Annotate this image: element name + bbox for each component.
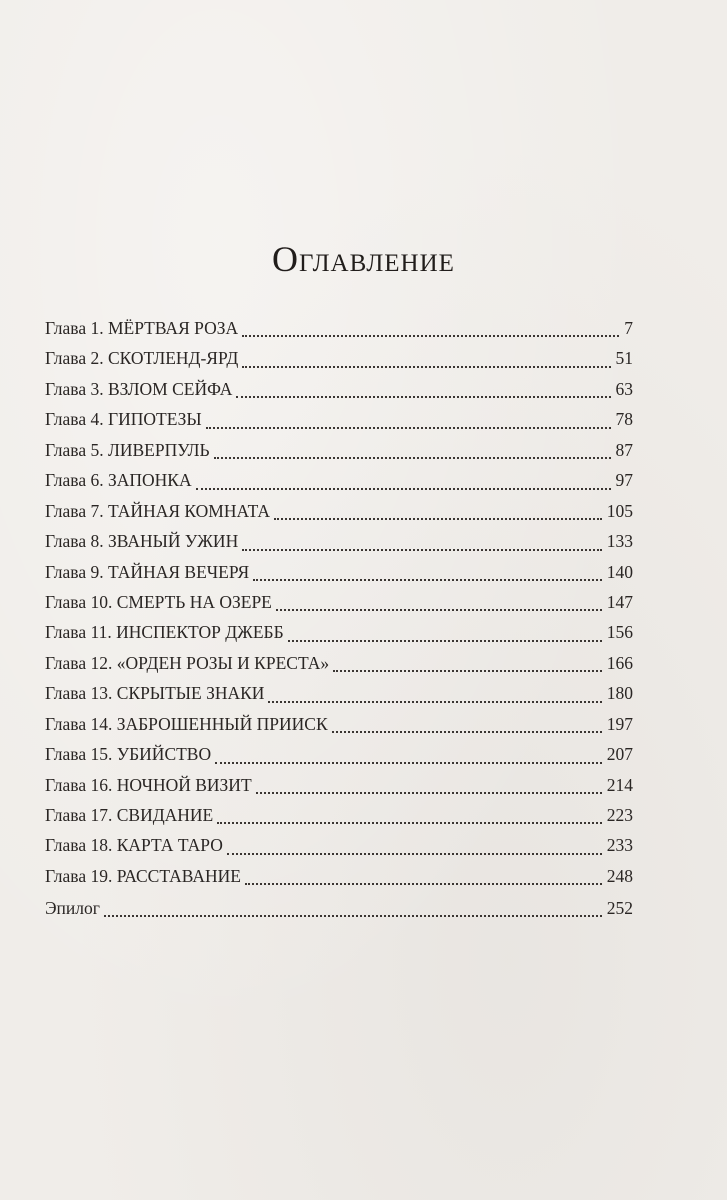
- toc-entry-chapter-17[interactable]: [45, 800, 633, 830]
- toc-entry-page: 207: [606, 744, 633, 765]
- toc-entry-label: Глава 5. ЛИВЕРПУЛЬ: [45, 439, 210, 460]
- toc-entry-page: 51: [615, 348, 633, 369]
- toc-entry-page: 133: [606, 531, 633, 552]
- dot-leader: [104, 915, 602, 917]
- toc-entry-chapter-15[interactable]: [45, 739, 633, 769]
- toc-entry-chapter-2[interactable]: [45, 343, 633, 373]
- toc-entry-label: Глава 16. НОЧНОЙ ВИЗИТ: [45, 774, 252, 795]
- toc-entry-label: Глава 17. СВИДАНИЕ: [45, 805, 214, 825]
- dot-leader: [214, 457, 611, 459]
- toc-entry-label: Глава 19. РАССТАВАНИЕ: [45, 865, 241, 886]
- dot-leader: [242, 335, 619, 337]
- dot-leader: [333, 670, 602, 672]
- dot-leader: [217, 822, 602, 824]
- toc-entry-epilogue[interactable]: [45, 893, 633, 923]
- toc-entry-label: Глава 13. СКРЫТЫЕ ЗНАКИ: [45, 683, 265, 704]
- toc-entry-page: 87: [615, 439, 633, 460]
- dot-leader: [276, 609, 602, 611]
- toc-entry-label: Глава 7. ТАЙНАЯ КОМНАТА: [45, 500, 271, 521]
- dot-leader: [288, 640, 602, 642]
- dot-leader: [236, 396, 610, 398]
- toc-entry-chapter-7[interactable]: [45, 496, 633, 526]
- toc-entry-chapter-8[interactable]: [45, 526, 633, 556]
- toc-entry-label: Глава 3. ВЗЛОМ СЕЙФА: [45, 378, 233, 399]
- toc-entry-page: 78: [615, 409, 633, 430]
- toc-entry-label: Глава 18. КАРТА ТАРО: [45, 835, 223, 856]
- toc-entry-chapter-12[interactable]: [45, 648, 633, 678]
- toc-entry-page: 223: [606, 805, 633, 825]
- dot-leader: [332, 731, 602, 733]
- toc-entry-page: 140: [606, 561, 633, 582]
- toc-entry-chapter-18[interactable]: [45, 830, 633, 860]
- toc-entry-page: 156: [606, 622, 633, 643]
- toc-entry-label: Глава 9. ТАЙНАЯ ВЕЧЕРЯ: [45, 561, 250, 582]
- toc-entry-page: 233: [606, 835, 633, 856]
- toc-entry-page: 197: [606, 713, 633, 734]
- dot-leader: [242, 366, 610, 368]
- dot-leader: [196, 488, 611, 490]
- dot-leader: [268, 701, 601, 703]
- toc-entry-page: 105: [606, 500, 633, 521]
- toc-entry-page: 248: [606, 865, 633, 886]
- toc-entry-label: Глава 11. ИНСПЕКТОР ДЖЕББ: [45, 622, 284, 643]
- toc-entry-label: Глава 1. МЁРТВАЯ РОЗА: [45, 318, 239, 338]
- toc-entry-page: 63: [615, 378, 633, 399]
- dot-leader: [215, 762, 602, 764]
- toc-entry-chapter-4[interactable]: [45, 404, 633, 434]
- toc-entry-label: Глава 6. ЗАПОНКА: [45, 470, 192, 491]
- toc-entry-chapter-3[interactable]: [45, 374, 633, 404]
- toc-entry-chapter-6[interactable]: [45, 465, 633, 495]
- dot-leader: [206, 427, 611, 429]
- toc-entry-chapter-9[interactable]: [45, 557, 633, 587]
- toc-entry-page: 252: [606, 898, 633, 918]
- toc-entry-label: Глава 4. ГИПОТЕЗЫ: [45, 409, 202, 430]
- table-of-contents: [45, 313, 633, 891]
- toc-entry-chapter-10[interactable]: [45, 587, 633, 617]
- toc-entry-chapter-19[interactable]: [45, 861, 633, 891]
- toc-entry-page: 7: [624, 318, 633, 338]
- dot-leader: [253, 579, 602, 581]
- toc-entry-page: 147: [606, 591, 633, 612]
- dot-leader: [274, 518, 602, 520]
- dot-leader: [256, 792, 602, 794]
- toc-entry-chapter-16[interactable]: [45, 770, 633, 800]
- dot-leader: [227, 853, 602, 855]
- toc-entry-chapter-13[interactable]: [45, 678, 633, 708]
- toc-entry-chapter-14[interactable]: [45, 709, 633, 739]
- toc-entry-page: 166: [606, 652, 633, 673]
- toc-entry-page: 97: [615, 470, 633, 491]
- toc-entry-label: Глава 2. СКОТЛЕНД-ЯРД: [45, 348, 239, 369]
- toc-entry-label: Глава 15. УБИЙСТВО: [45, 744, 212, 765]
- toc-entry-label: Глава 14. ЗАБРОШЕННЫЙ ПРИИСК: [45, 713, 328, 734]
- toc-entry-label: Глава 8. ЗВАНЫЙ УЖИН: [45, 531, 239, 552]
- page-title: Оглавление: [272, 239, 455, 279]
- toc-entry-chapter-5[interactable]: [45, 435, 633, 465]
- toc-entry-label: Глава 12. «ОРДЕН РОЗЫ И КРЕСТА»: [45, 652, 330, 673]
- toc-entry-page: 180: [606, 683, 633, 704]
- toc-entry-page: 214: [606, 774, 633, 795]
- toc-entry-label: Глава 10. СМЕРТЬ НА ОЗЕРЕ: [45, 591, 272, 612]
- toc-entry-chapter-11[interactable]: [45, 617, 633, 647]
- toc-entry-label: Эпилог: [45, 898, 100, 918]
- dot-leader: [242, 549, 602, 551]
- dot-leader: [245, 883, 602, 885]
- toc-entry-chapter-1[interactable]: [45, 313, 633, 343]
